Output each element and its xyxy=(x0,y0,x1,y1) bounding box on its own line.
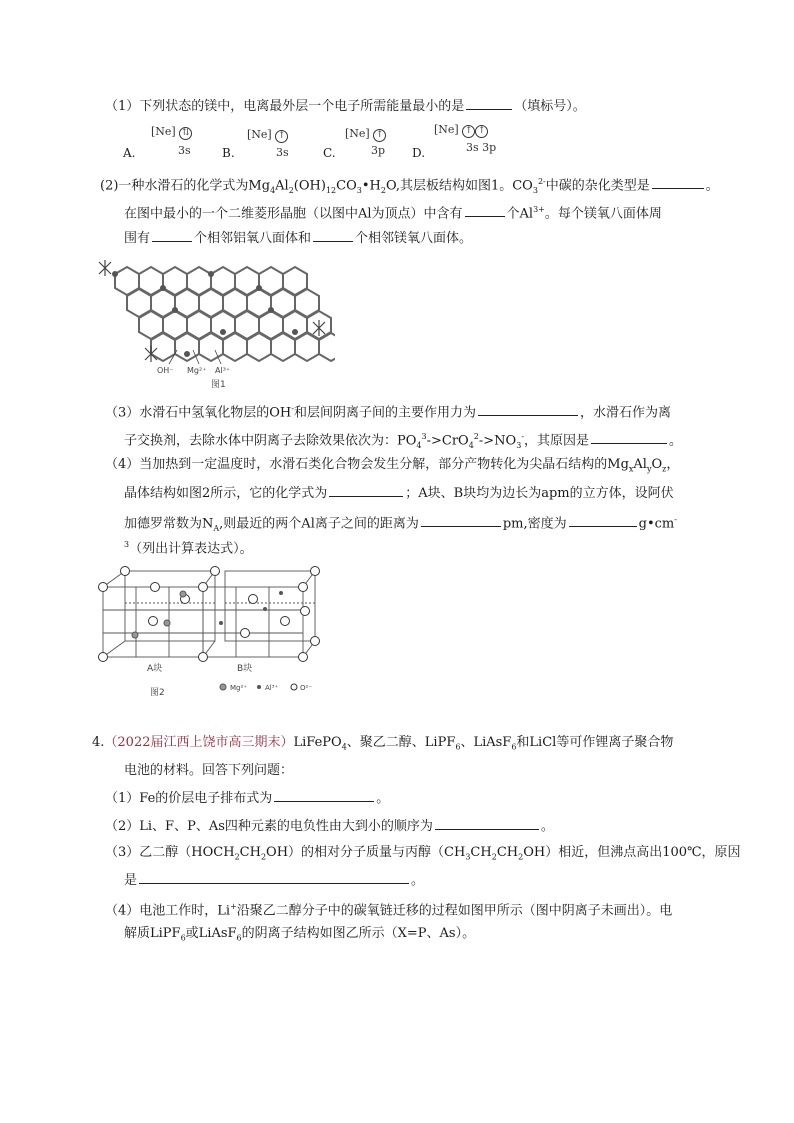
p4-q4-line2: 解质LiPF$_6$或LiAsF$_6$的阴离子结构如图乙所示（X=P、As）。 xyxy=(124,926,476,943)
option-d-orbital: 3s 3p xyxy=(466,141,497,154)
q2-line2: 在图中最小的一个二维菱形晶胞（以图中Al为顶点）中含有 个$Al^{3+}$。每个镁氧八面体周 xyxy=(124,205,662,222)
option-a-label: A. xyxy=(123,146,136,160)
option-b-config: [Ne] ↑ xyxy=(247,128,288,143)
svg-text:Al³⁺: Al³⁺ xyxy=(215,366,231,375)
svg-text:B块: B块 xyxy=(237,664,253,674)
q4-line1: （4）当加热到一定温度时，水滑石类化合物会发生分解，部分产物转化为尖晶石结构的$Mg_xAl_yO_z$， xyxy=(105,457,680,474)
q4-line3: 加德罗常数为$N_A$,则最近的两个Al离子之间的距离为 pm,密度为 g•cm- xyxy=(124,515,677,533)
option-d-label: D. xyxy=(412,146,426,160)
option-c-config: [Ne] ↑ xyxy=(345,127,386,142)
svg-text:O²⁻: O²⁻ xyxy=(300,684,313,692)
svg-text:A块: A块 xyxy=(147,664,163,674)
option-b-orbital: 3s xyxy=(276,146,289,159)
figure-2-spinel-structure xyxy=(95,563,335,698)
option-b-label: B. xyxy=(222,146,235,160)
option-a-config: [Ne] ⇅ xyxy=(151,125,192,140)
option-c-orbital: 3p xyxy=(371,144,386,157)
q3-line1: （3）水滑石中氢氧化物层的OH-和层间阴离子间的主要作用力为 ，水滑石作为离 xyxy=(105,404,672,421)
svg-text:Al³⁺: Al³⁺ xyxy=(265,684,279,692)
source-tag: （2022届江西上饶市高三期末） xyxy=(104,735,294,750)
p4-q3-line1: （3）乙二醇$(HOCH_2CH_2OH)$的相对分子质量与丙醇$(CH_3CH_2CH_2OH)$相近，但沸点高出100℃，原因 xyxy=(105,845,741,862)
p4-line1: 4.（2022届江西上饶市高三期末）LiFePO$_4$、聚乙二醇、LiPF$_6$、LiAsF$_6$和LiCl等可作锂离子聚合物 xyxy=(92,735,674,752)
q4-line2: 晶体结构如图2所示，它的化学式为 ；A块、B块均为边长为apm的立方体，设阿伏 xyxy=(124,486,674,501)
figure-2-caption: 图2 xyxy=(150,688,165,698)
svg-text:Mg²⁺: Mg²⁺ xyxy=(187,366,207,375)
figure-1-layer-structure xyxy=(95,252,335,387)
option-d-config: [Ne] ↑ ↑ xyxy=(434,123,488,138)
q4-line4: $^3$（列出计算表达式）。 xyxy=(124,540,253,557)
p4-line2: 电池的材料。回答下列问题： xyxy=(124,763,294,778)
q2-line1: (2)一种水滑石的化学式为$Mg_4Al_2(OH)_{12}CO_3•H_2O$,其层板结构如图1。$CO_3^{2-}$中碳的杂化类型是 。 xyxy=(100,177,719,195)
svg-text:OH⁻: OH⁻ xyxy=(157,366,174,375)
p4-q3-line2: 是 。 xyxy=(124,873,425,888)
p4-q1: （1）Fe的价层电子排布式为 。 xyxy=(105,791,390,806)
figure-1-caption: 图1 xyxy=(211,380,226,390)
p4-q4-line1: （4）电池工作时，Li+沿聚乙二醇分子中的碳氧链迁移的过程如图甲所示（图中阴离子未画出）。电 xyxy=(105,902,673,919)
svg-text:Mg²⁺: Mg²⁺ xyxy=(230,684,247,692)
q1-stem: （1）下列状态的镁中，电离最外层一个电子所需能量最小的是 （填标号）。 xyxy=(105,99,586,114)
option-a-orbital: 3s xyxy=(178,144,191,157)
p4-q2: （2）Li、F、P、As四种元素的电负性由大到小的顺序为 。 xyxy=(105,819,554,834)
q3-line2: 子交换剂，去除水体中阴离子去除效果依次为：$PO_4^3->CrO_4^2->NO_3^-$，其原因是 。 xyxy=(124,432,683,450)
option-c-label: C. xyxy=(323,146,336,160)
q2-line3: 围有 个相邻铝氧八面体和 个相邻镁氧八面体。 xyxy=(124,231,473,246)
